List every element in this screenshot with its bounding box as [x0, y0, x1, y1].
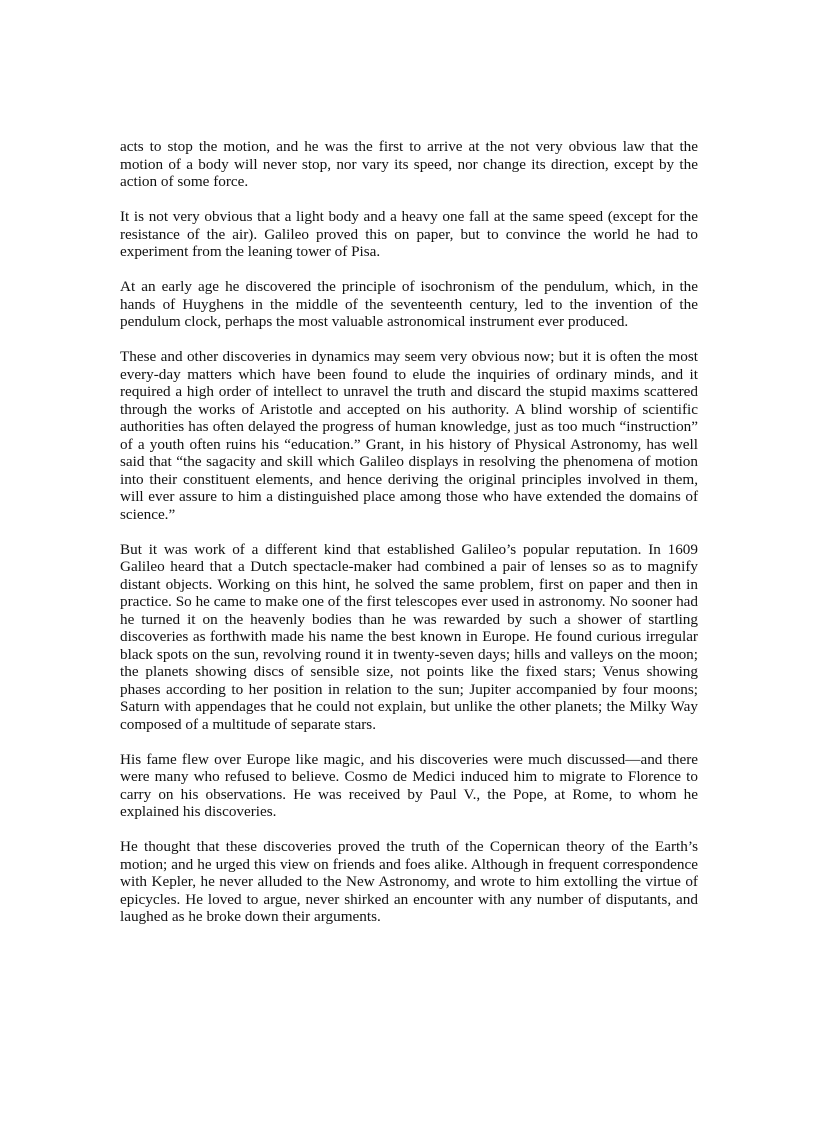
- paragraph-4: These and other discoveries in dynamics may seem very obvious now; but it is often the most every-day matters which have been found to elude the inquiries of ordinary minds, and it required a high order of intellect to unravel the truth and discard the stupid maxims scattered through the works of Aristotle and accepted on his authority. A blind worship of scientific authorities has often delayed the progress of human knowledge, just as too much “instruction” of a youth often ruins his “education.” Grant, in his history of Physical Astronomy, has well said that “the sagacity and skill which Galileo displays in resolving the phenomena of motion into their constituent elements, and hence deriving the original principles involved in them, will ever assure to him a distinguished place among those who have extended the domains of science.”: [120, 348, 698, 523]
- paragraph-2: It is not very obvious that a light body and a heavy one fall at the same speed (except for the resistance of the air). Galileo proved this on paper, but to convince the world he had to experiment from the leaning tower of Pisa.: [120, 208, 698, 260]
- paragraph-3: At an early age he discovered the principle of isochronism of the pendulum, which, in the hands of Huyghens in the middle of the seventeenth century, led to the invention of the pendulum clock, perhaps the most valuable astronomical instrument ever produced.: [120, 278, 698, 330]
- paragraph-7: He thought that these discoveries proved the truth of the Copernican theory of the Earth’s motion; and he urged this view on friends and foes alike. Although in frequent correspondence with Kepler, he never alluded to the New Astronomy, and wrote to him extolling the virtue of epicycles. He loved to argue, never shirked an encounter with any number of disputants, and laughed as he broke down their arguments.: [120, 838, 698, 925]
- paragraph-1: acts to stop the motion, and he was the first to arrive at the not very obvious law that the motion of a body will never stop, nor vary its speed, nor change its direction, except by the action of some force.: [120, 138, 698, 190]
- paragraph-5: But it was work of a different kind that established Galileo’s popular reputation. In 1609 Galileo heard that a Dutch spectacle-maker had combined a pair of lenses so as to magnify distant objects. Working on this hint, he solved the same problem, first on paper and then in practice. So he came to make one of the first telescopes ever used in astronomy. No sooner had he turned it on the heavenly bodies than he was rewarded by such a shower of startling discoveries as forthwith made his name the best known in Europe. He found curious irregular black spots on the sun, revolving round it in twenty-seven days; hills and valleys on the moon; the planets showing discs of sensible size, not points like the fixed stars; Venus showing phases according to her position in relation to the sun; Jupiter accompanied by four moons; Saturn with appendages that he could not explain, but unlike the other planets; the Milky Way composed of a multitude of separate stars.: [120, 540, 698, 733]
- document-page: [120, 138, 698, 943]
- paragraph-6: His fame flew over Europe like magic, and his discoveries were much discussed—and there were many who refused to believe. Cosmo de Medici induced him to migrate to Florence to carry on his observations. He was received by Paul V., the Pope, at Rome, to whom he explained his discoveries.: [120, 750, 698, 820]
